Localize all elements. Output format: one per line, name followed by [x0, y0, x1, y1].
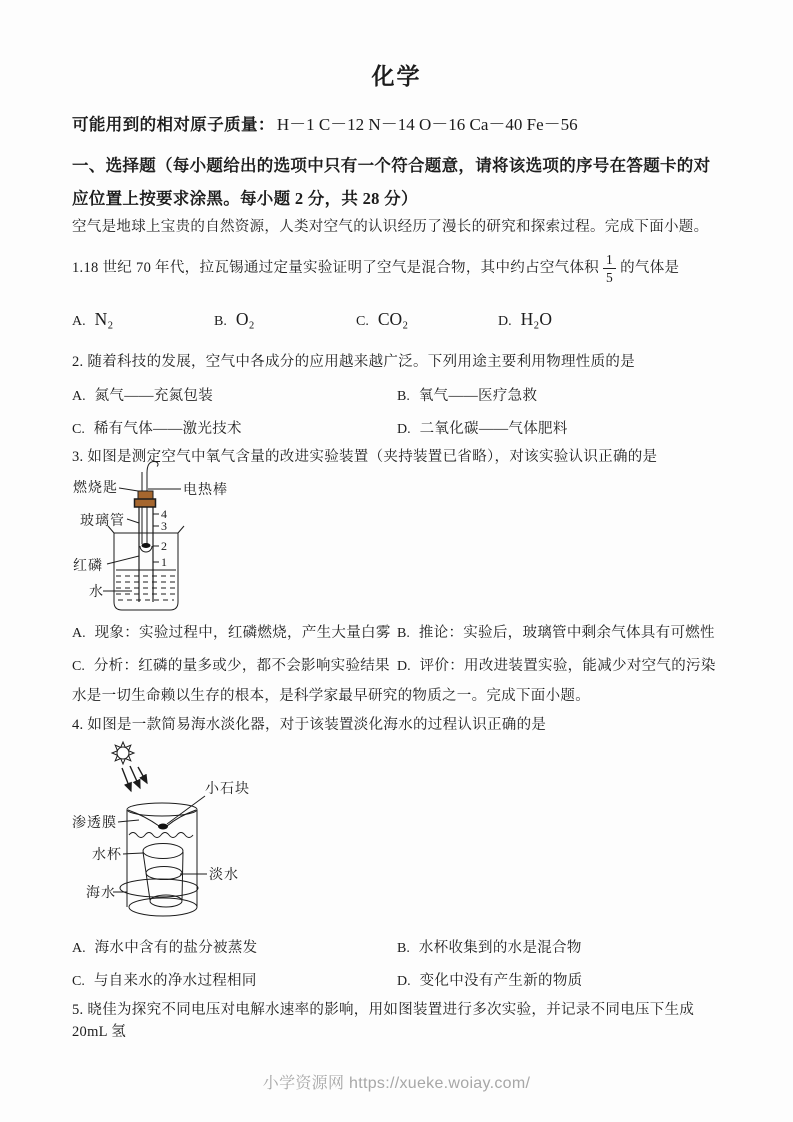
q4-option-a-text: 海水中含有的盐分被蒸发 [94, 940, 258, 956]
q3-option-c-label: C. [72, 659, 85, 674]
cup-right-wall [182, 852, 183, 900]
question-4-options-row-2 [72, 969, 724, 990]
q2-option-a-text: 氮气——充氮包装 [94, 388, 214, 404]
q1-option-d-label: D. [498, 314, 512, 329]
intro-water-paragraph: 水是一切生命赖以生存的根本，是科学家最早研究的物质之一。完成下面小题。 [72, 688, 590, 704]
q4-option-c[interactable] [72, 969, 397, 990]
scale-mark-1: 1 [161, 555, 167, 569]
q1-stem-after: 的气体是 [620, 259, 680, 276]
water-hatching [116, 576, 176, 600]
q1-fraction-numerator: 1 [603, 252, 616, 269]
q1-option-d[interactable] [498, 309, 552, 330]
q4-option-c-label: C. [72, 974, 85, 989]
footer-site-name: 小学资源网 [262, 1075, 345, 1092]
q2-option-c-text: 稀有气体——激光技术 [93, 421, 242, 437]
oxygen-measurement-apparatus-diagram [35, 458, 247, 618]
burning-spoon-label: 燃烧匙 [73, 481, 118, 496]
scale-mark-4: 4 [161, 507, 167, 521]
cup-pointer [123, 853, 143, 854]
seawater-label: 海水 [86, 886, 116, 901]
question-2-stem: 2. 随着科技的发展，空气中各成分的应用越来越广泛。下列用途主要利用物理性质的是 [72, 354, 635, 370]
q1-option-a[interactable] [72, 309, 214, 330]
cup-label: 水杯 [92, 848, 122, 863]
q4-option-b-text: 水杯收集到的水是混合物 [418, 940, 582, 956]
water-label: 水 [89, 585, 104, 600]
q1-fraction [603, 252, 616, 285]
q3-option-c-text: 分析：红磷的量多或少，都不会影响实验结果 [93, 658, 390, 674]
q2-option-a-label: A. [72, 389, 86, 404]
small-stone-pointer [167, 796, 205, 824]
q3-option-c[interactable] [72, 654, 397, 675]
q4-option-b[interactable] [397, 936, 582, 957]
q4-option-a-label: A. [72, 941, 86, 956]
atomic-mass-label: 可能用到的相对原子质量： [72, 115, 275, 134]
glass-tube-label: 玻璃管 [80, 514, 125, 529]
question-3-options-row-1 [72, 621, 724, 642]
q1-option-b-label: B. [214, 314, 227, 329]
q4-option-d-text: 变化中没有产生新的物质 [419, 973, 583, 989]
seawater-wave-line [129, 833, 193, 838]
cup-left-wall [143, 852, 150, 900]
section-heading: 一、选择题（每小题给出的选项中只有一个符合题意，请将该选项的序号在答题卡的对应位置上按要求涂黑。每小题 2 分，共 28 分） [72, 156, 711, 208]
wire-hook [147, 462, 158, 474]
q2-option-d-text: 二氧化碳——气体肥料 [419, 421, 568, 437]
q1-option-b-formula: O₂ [235, 309, 255, 329]
q2-option-b-label: B. [397, 389, 410, 404]
q1-option-c-label: C. [356, 314, 369, 329]
q2-option-d[interactable] [397, 417, 568, 438]
q3-option-a[interactable] [72, 621, 397, 642]
red-phosphorus-label: 红磷 [73, 559, 103, 574]
q1-fraction-denominator: 5 [606, 269, 614, 285]
scale-mark-2: 2 [161, 539, 167, 553]
question-3-stem: 3. 如图是测定空气中氧气含量的改进实验装置（夹持装置已省略），对该实验认识正确的是 [72, 449, 658, 465]
q2-option-b-text: 氧气——医疗急救 [418, 388, 538, 404]
question-3-options-row-2 [72, 654, 724, 675]
q3-option-d-label: D. [397, 659, 411, 674]
q1-option-a-label: A. [72, 314, 86, 329]
q1-stem-before: 1.18 世纪 70 年代，拉瓦锡通过定量实验证明了空气是混合物，其中约占空气体积 [72, 259, 600, 276]
page-footer [0, 1070, 793, 1093]
membrane-left-slope [128, 810, 159, 826]
seawater-desalination-diagram [55, 736, 271, 934]
q2-option-c-label: C. [72, 422, 85, 437]
electric-rod-label: 电热棒 [183, 483, 228, 498]
q2-option-c[interactable] [72, 417, 397, 438]
membrane-right-slope [167, 810, 196, 826]
q3-option-d-text: 评价：用改进装置实验，能减少对空气的污染 [419, 658, 716, 674]
membrane-label: 渗透膜 [72, 816, 117, 831]
small-stone [158, 824, 168, 830]
q1-option-c-formula: CO₂ [377, 309, 409, 329]
atomic-mass-values: H－1 C－12 N－14 O－16 Ca－40 Fe－56 [276, 115, 578, 134]
q2-option-a[interactable] [72, 384, 397, 405]
question-4-stem: 4. 如图是一款简易海水淡化器，对于该装置淡化海水的过程认识正确的是 [72, 717, 547, 733]
tube-scale-ticks [153, 514, 159, 562]
question-4-options-row-1 [72, 936, 724, 957]
scale-mark-3: 3 [161, 519, 167, 533]
sun-icon [112, 742, 134, 764]
q4-option-a[interactable] [72, 936, 397, 957]
footer-site-url[interactable]: https://xueke.woiay.com/ [349, 1075, 531, 1092]
fresh-water-surface [146, 867, 182, 880]
beaker-lip-right [178, 526, 184, 533]
red-phosphorus-pointer [107, 556, 139, 564]
page-title: 化学 [371, 64, 422, 89]
cup-mouth [143, 844, 183, 859]
sunlight-arrows [122, 766, 147, 791]
q4-option-d-label: D. [397, 974, 411, 989]
q1-option-d-formula: H₂O [520, 309, 553, 329]
q4-option-d[interactable] [397, 969, 582, 990]
q3-option-a-text: 现象：实验过程中，红磷燃烧，产生大量白雾 [94, 625, 391, 641]
q1-option-c[interactable] [356, 309, 498, 330]
q1-option-a-formula: N₂ [94, 309, 114, 329]
glass-tube-pointer [127, 519, 139, 523]
membrane-pointer [118, 820, 139, 822]
q2-option-b[interactable] [397, 384, 537, 405]
question-2-options-row-1 [72, 384, 724, 405]
fresh-water-label: 淡水 [209, 868, 239, 883]
q4-option-b-label: B. [397, 941, 410, 956]
red-phosphorus-sample [142, 543, 151, 548]
q2-option-d-label: D. [397, 422, 411, 437]
q3-option-a-label: A. [72, 626, 86, 641]
question-1-stem [72, 252, 724, 285]
seawater-level [120, 879, 198, 897]
question-1-options [72, 309, 724, 330]
stopper-flange [135, 499, 156, 507]
q3-option-b[interactable] [397, 621, 715, 642]
atomic-mass-line [72, 110, 724, 135]
small-stone-label: 小石块 [205, 782, 250, 797]
burning-spoon-pointer [119, 488, 138, 491]
q3-option-b-label: B. [397, 626, 410, 641]
stopper-top [138, 491, 153, 499]
q4-option-c-text: 与自来水的净水过程相同 [93, 973, 257, 989]
q3-option-b-text: 推论：实验后，玻璃管中剩余气体具有可燃性 [418, 625, 715, 641]
q1-option-b[interactable] [214, 309, 356, 330]
q3-option-d[interactable] [397, 654, 716, 675]
intro-air-paragraph: 空气是地球上宝贵的自然资源，人类对空气的认识经历了漫长的研究和探索过程。完成下面小题。 [72, 219, 709, 235]
question-2-options-row-2 [72, 417, 724, 438]
question-5-stem: 5. 晓佳为探究不同电压对电解水速率的影响，用如图装置进行多次实验，并记录不同电压下生成20mL 氢 [72, 1002, 695, 1040]
